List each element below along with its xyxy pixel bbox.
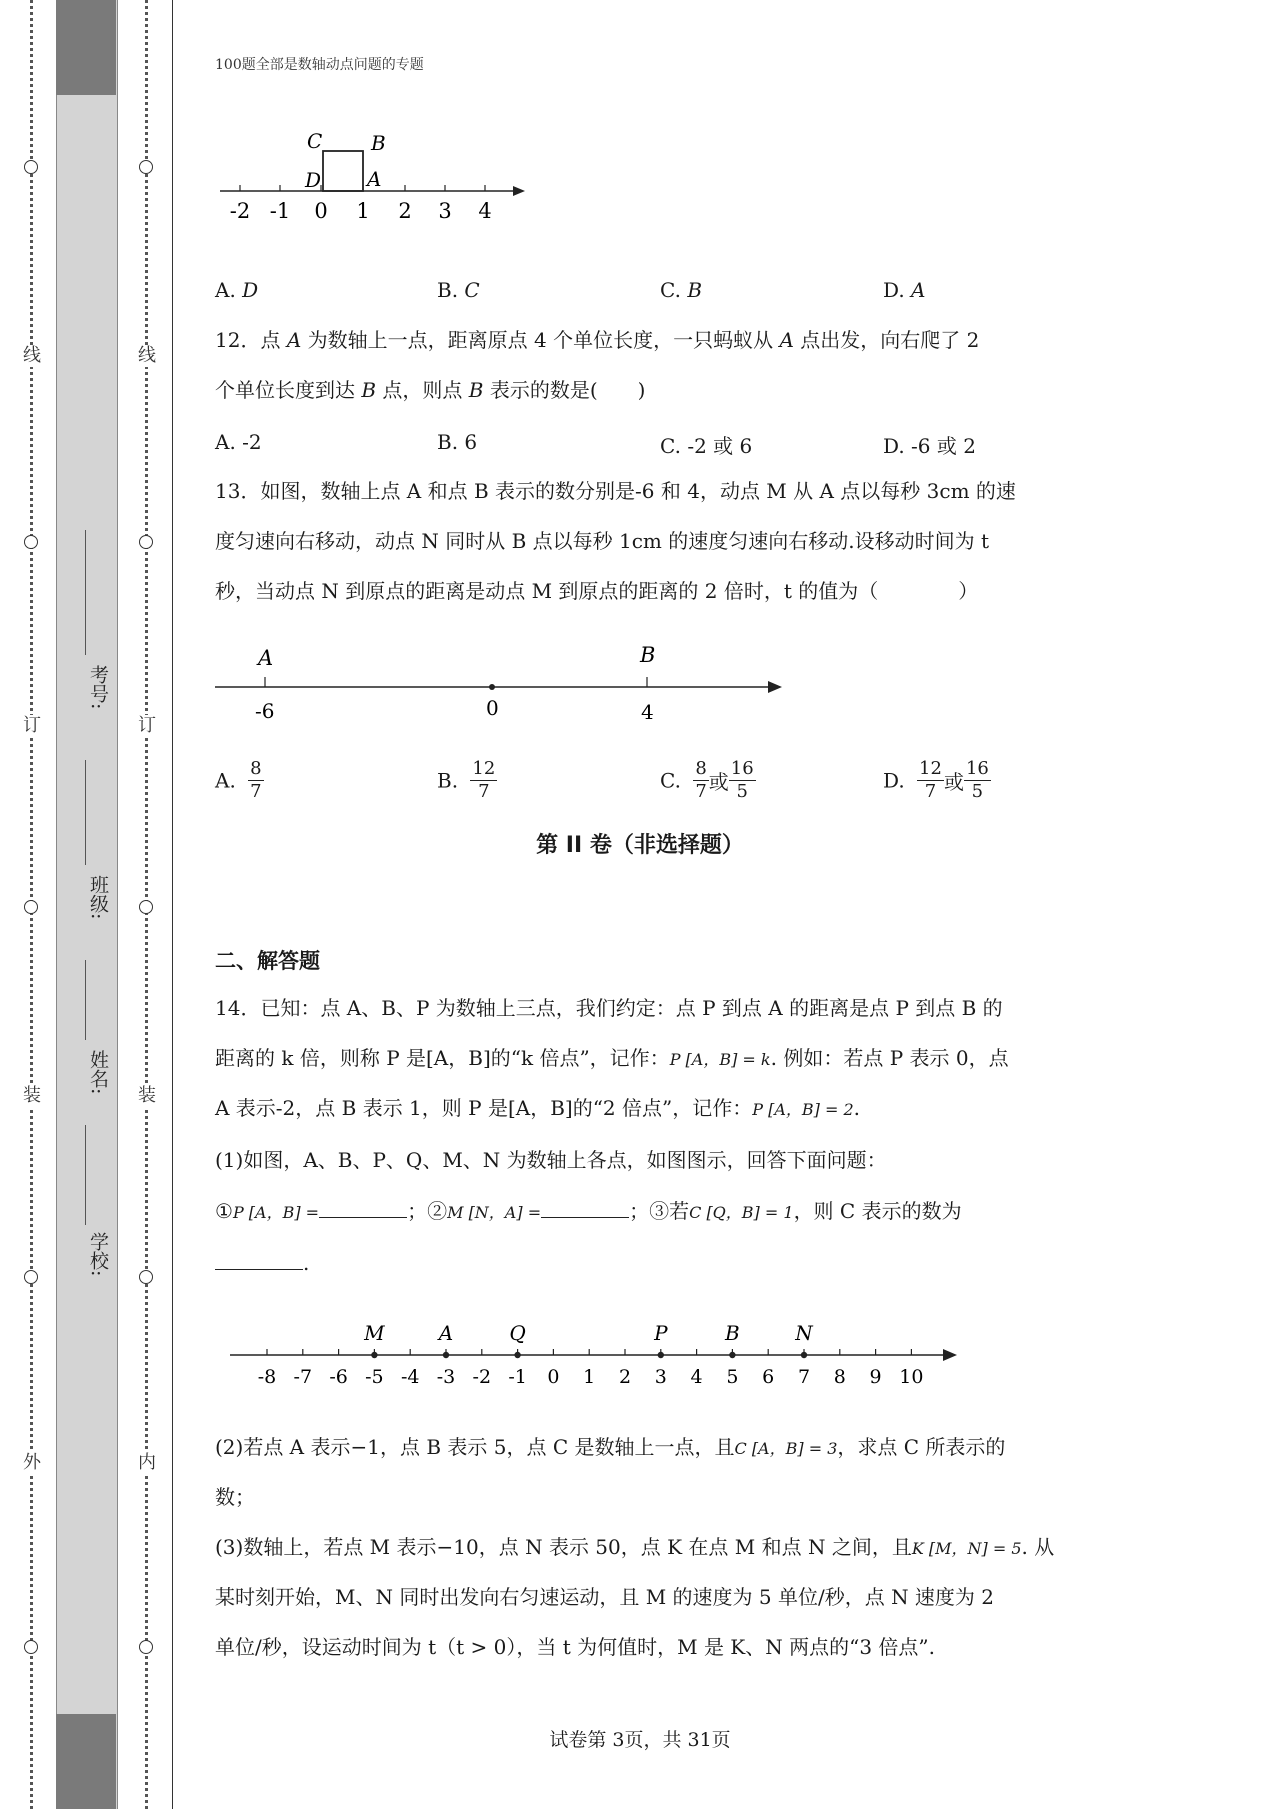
answer-blank-1[interactable] xyxy=(319,1197,407,1218)
q14-part1-answer-line: . xyxy=(215,1248,309,1278)
fig1-tick-label: -2 xyxy=(229,199,251,223)
fraction: $\frac{16}{5}$ xyxy=(965,758,989,802)
q14-point-label: M xyxy=(364,1321,385,1345)
fraction: $\frac{12}{7}$ xyxy=(472,758,496,802)
gutter-circle xyxy=(24,900,38,914)
gutter-circle xyxy=(139,1270,153,1284)
q14-tick-label: 2 xyxy=(618,1366,632,1388)
gutter-mark-ding-inner: 订 xyxy=(135,715,159,737)
margin-border xyxy=(172,0,173,1809)
gutter-circle xyxy=(24,1640,38,1654)
fig1-tick-label: -1 xyxy=(269,199,291,223)
q14-part1-intro: (1)如图，A、B、P、Q、M、N 为数轴上各点，如图图示，回答下面问题： xyxy=(215,1148,887,1172)
q14-tick-label: -3 xyxy=(436,1366,456,1388)
q14-tick-label: 0 xyxy=(547,1366,560,1388)
q14-line-3: A 表示-2，点 B 表示 1，则 P 是[A，B]的“2 倍点”，记作：P [A，B] = 2. xyxy=(215,1096,861,1120)
q13-fig-tick: 0 xyxy=(486,696,499,720)
q14-tick-label: -4 xyxy=(400,1366,420,1388)
q14-point-dot xyxy=(658,1352,664,1358)
fraction: $\frac{16}{5}$ xyxy=(730,758,754,802)
part2-title: 二、解答题 xyxy=(215,949,320,973)
q14-tick-label: 7 xyxy=(797,1366,811,1388)
q14-point-label: P xyxy=(654,1321,668,1345)
q14-tick-label: 3 xyxy=(654,1366,667,1388)
gutter-mark-wai-outer: 外 xyxy=(20,1452,44,1474)
q14-point-dot xyxy=(371,1352,377,1358)
q13-fig-tick: -6 xyxy=(255,699,275,723)
q14-tick-label: 9 xyxy=(869,1366,882,1388)
field-exam-number-label: 考号: xyxy=(87,665,109,710)
q14-part1-questions: ①P [A，B] = ；②M [N，A] = ；③若C [Q，B] = 1，则 C 表示的数为 xyxy=(215,1199,962,1223)
q12-option-b[interactable]: B. 6 xyxy=(437,430,478,454)
q14-tick-label: 10 xyxy=(899,1366,924,1388)
q14-point-label: N xyxy=(795,1321,813,1345)
q14-line-1: 14．已知：点 A、B、P 为数轴上三点，我们约定：点 P 到点 A 的距离是点 P 到点 B 的 xyxy=(215,996,1003,1020)
q14-tick-label: -5 xyxy=(365,1366,384,1388)
figure-q13-number-line xyxy=(210,635,790,725)
q13-line-3: 秒，当动点 N 到原点的距离是动点 M 到原点的距离的 2 倍时，t 的值为（ ） xyxy=(215,579,979,603)
q14-point-label: A xyxy=(438,1321,454,1345)
q11-option-c[interactable]: C. B xyxy=(660,278,703,302)
q14-line-2: 距离的 k 倍，则称 P 是[A，B]的“k 倍点”，记作：P [A，B] = k. 例如：若点 P 表示 0，点 xyxy=(215,1046,1009,1070)
fig1-tick-label: 0 xyxy=(314,199,328,223)
gutter-mark-zhuang-inner: 装 xyxy=(135,1085,159,1107)
q14-point-dot xyxy=(729,1352,735,1358)
q14-part2-line-2: 数； xyxy=(215,1485,255,1509)
q14-part3-line-1: (3)数轴上，若点 M 表示−10，点 N 表示 50，点 K 在点 M 和点 N 之间，且K [M，N] = 5. 从 xyxy=(215,1535,1055,1559)
fig1-tick-label: 4 xyxy=(478,199,492,223)
fraction: $\frac{8}{7}$ xyxy=(695,758,707,802)
field-name-label: 姓名: xyxy=(87,1050,109,1095)
q14-tick-label: -7 xyxy=(293,1366,313,1388)
q12-line-1: 12．点 A 为数轴上一点，距离原点 4 个单位长度，一只蚂蚁从 A 点出发，向右爬了 2 xyxy=(215,328,980,352)
q14-point-label: Q xyxy=(509,1321,526,1345)
q14-point-label: B xyxy=(725,1321,740,1345)
q14-tick-label: 8 xyxy=(833,1366,846,1388)
section-title: 第 II 卷（非选择题） xyxy=(536,833,744,858)
q12-option-d[interactable]: D. -6 或 2 xyxy=(883,434,976,458)
q13-fig-label-a: A xyxy=(258,646,274,670)
answer-blank-2[interactable] xyxy=(541,1197,629,1218)
q13-option-c[interactable]: C. $\frac{8}{7}$ 或 $\frac{16}{5}$ xyxy=(660,758,754,802)
q14-tick-label: -2 xyxy=(472,1366,492,1388)
square-cdab xyxy=(323,151,363,191)
fig1-tick-label: 1 xyxy=(356,199,370,223)
q14-tick-label: -6 xyxy=(329,1366,348,1388)
fig1-label-c: C xyxy=(307,129,323,153)
q14-tick-label: -1 xyxy=(508,1366,527,1388)
gutter-circle xyxy=(24,1270,38,1284)
gutter-mark-nei-inner: 内 xyxy=(135,1452,159,1474)
figure-square-number-line xyxy=(215,120,525,230)
q11-option-d[interactable]: D. A xyxy=(883,278,926,302)
binding-band-top-block xyxy=(56,0,116,95)
q11-option-b[interactable]: B. C xyxy=(437,278,480,302)
gutter-circle xyxy=(139,1640,153,1654)
q14-part2-line-1: (2)若点 A 表示−1，点 B 表示 5，点 C 是数轴上一点，且C [A，B] = 3，求点 C 所表示的 xyxy=(215,1435,1006,1459)
q12-option-a[interactable]: A. -2 xyxy=(215,430,262,454)
fig1-label-d: D xyxy=(305,168,322,192)
gutter-circle xyxy=(139,900,153,914)
figure-q14-number-line xyxy=(225,1320,965,1400)
fig1-tick-label: 2 xyxy=(398,199,412,223)
q14-part3-line-3: 单位/秒，设运动时间为 t（t > 0），当 t 为何值时，M 是 K、N 两点的“3 倍点”. xyxy=(215,1635,935,1659)
page-header: 100题全部是数轴动点问题的专题 xyxy=(215,57,424,73)
q14-point-dot xyxy=(801,1352,807,1358)
field-name-line xyxy=(85,960,86,1040)
q13-option-a[interactable]: A. $\frac{8}{7}$ xyxy=(215,758,262,802)
q13-fig-tick: 4 xyxy=(641,700,654,724)
field-school-label: 学校: xyxy=(87,1232,109,1277)
gutter-mark-ding-outer: 订 xyxy=(20,715,44,737)
q14-tick-label: 1 xyxy=(583,1366,596,1388)
gutter-mark-xian-outer: 线 xyxy=(20,345,44,367)
q11-option-a[interactable]: A. D xyxy=(215,278,259,302)
fraction: $\frac{8}{7}$ xyxy=(250,758,262,802)
fraction: $\frac{12}{7}$ xyxy=(919,758,942,802)
gutter-mark-zhuang-outer: 装 xyxy=(20,1085,44,1107)
q14-point-dot xyxy=(514,1352,520,1358)
gutter-mark-xian-inner: 线 xyxy=(135,345,159,367)
fig1-label-b: B xyxy=(371,131,386,155)
fig1-label-a: A xyxy=(367,167,382,191)
gutter-circle xyxy=(139,535,153,549)
field-class-label: 班级: xyxy=(87,875,109,920)
gutter-circle xyxy=(24,160,38,174)
answer-blank-3[interactable] xyxy=(215,1249,303,1270)
q13-option-b[interactable]: B. $\frac{12}{7}$ xyxy=(437,758,496,802)
q12-line-2: 个单位长度到达 B 点，则点 B 表示的数是( ) xyxy=(215,378,646,402)
q14-tick-label: 4 xyxy=(690,1366,703,1388)
gutter-circle xyxy=(139,160,153,174)
q13-line-1: 13．如图，数轴上点 A 和点 B 表示的数分别是-6 和 4，动点 M 从 A 点以每秒 3cm 的速 xyxy=(215,479,1016,503)
q13-fig-label-b: B xyxy=(640,643,656,667)
q14-tick-label: 6 xyxy=(762,1366,775,1388)
q14-tick-label: 5 xyxy=(726,1366,739,1388)
q14-tick-label: -8 xyxy=(257,1366,277,1388)
fig1-tick-label: 3 xyxy=(438,199,452,223)
field-school-line xyxy=(85,1125,86,1225)
field-exam-number-line xyxy=(85,530,86,655)
q13-option-d[interactable]: D. $\frac{12}{7}$ 或 $\frac{16}{5}$ xyxy=(883,758,989,802)
q14-part3-line-2: 某时刻开始，M、N 同时出发向右匀速运动，且 M 的速度为 5 单位/秒，点 N 速度为 2 xyxy=(215,1585,995,1609)
q14-point-dot xyxy=(443,1352,449,1358)
page-footer: 试卷第 3页，共 31页 xyxy=(549,1729,731,1751)
q13-line-2: 度匀速向右移动，动点 N 同时从 B 点以每秒 1cm 的速度匀速向右移动.设移动时间为 t xyxy=(215,529,989,553)
gutter-circle xyxy=(24,535,38,549)
q12-option-c[interactable]: C. -2 或 6 xyxy=(660,434,753,458)
